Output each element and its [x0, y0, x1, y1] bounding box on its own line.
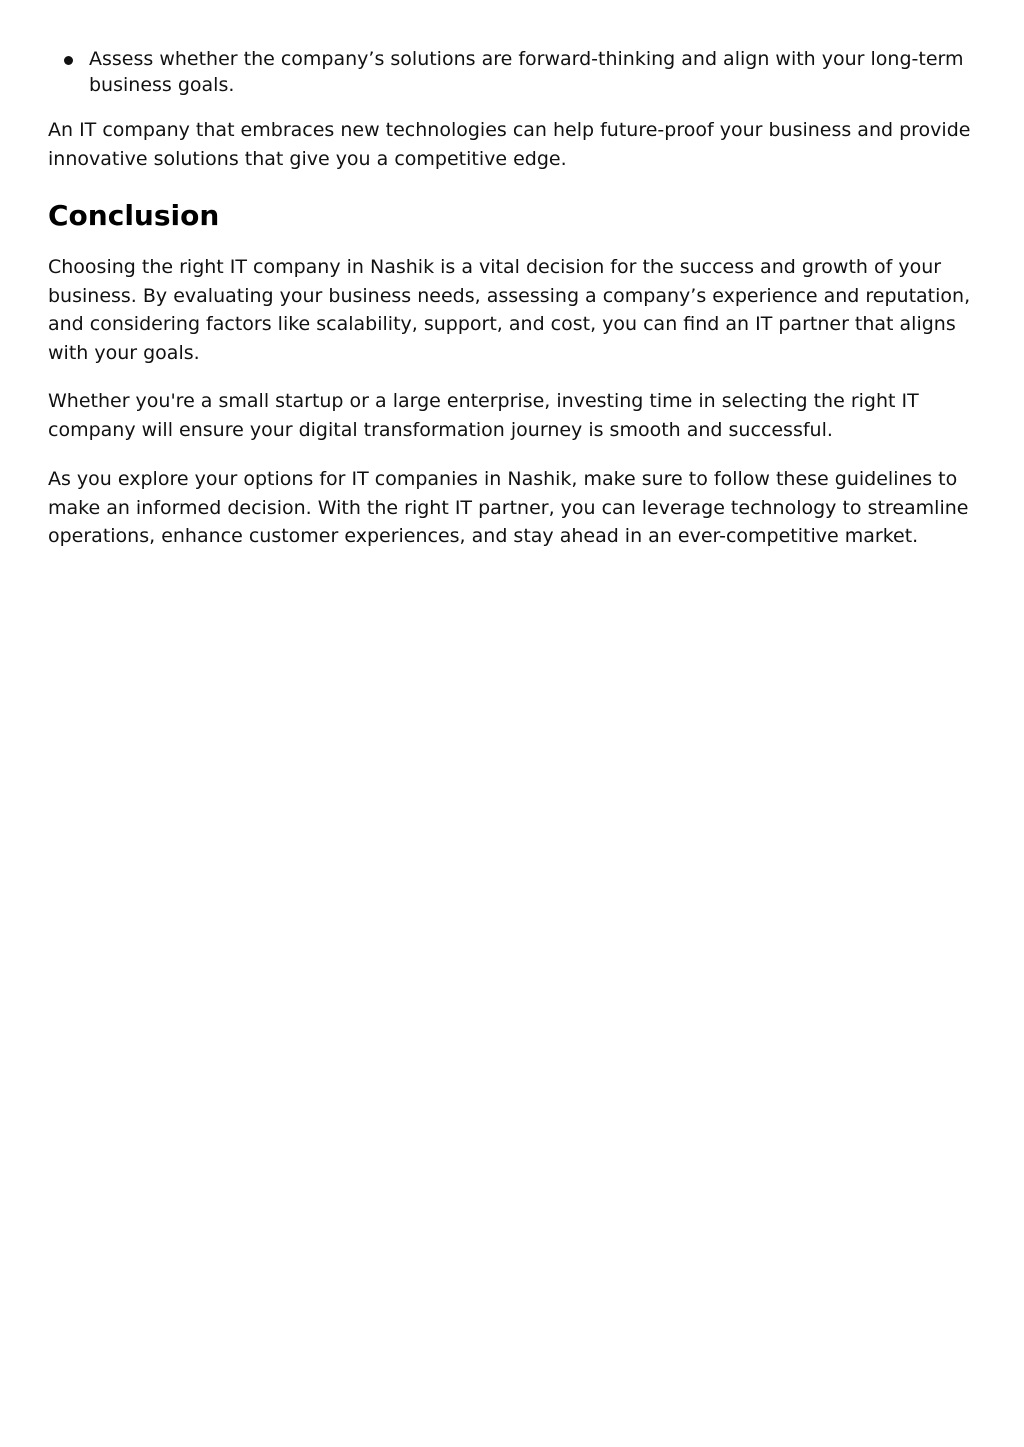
conclusion-paragraph-2: Whether you're a small startup or a large enterprise, investing time in selecting the right IT company will ensure your digital transformation journey is smooth and successful. [48, 390, 919, 441]
conclusion-paragraph-1: Choosing the right IT company in Nashik is a vital decision for the success and growth of your business. By evaluating your business needs, assessing a company’s experience and reputation, and considering factors like scalability, support, and cost, you can find an IT partner that aligns with your goals. [48, 256, 971, 364]
bullet-text: Assess whether the company’s solutions are forward-thinking and align with your long-term business goals. [89, 48, 964, 96]
bullet-list [48, 46, 972, 98]
bullet-dot-icon [64, 56, 73, 65]
intro-paragraph: An IT company that embraces new technologies can help future-proof your business and provide innovative solutions that give you a competitive edge. [48, 119, 971, 170]
bullet-item [48, 46, 972, 98]
section-heading: Conclusion [48, 199, 220, 232]
conclusion-paragraph-3: As you explore your options for IT companies in Nashik, make sure to follow these guidelines to make an informed decision. With the right IT partner, you can leverage technology to streamline operations, enhance customer experiences, and stay ahead in an ever-competitive market. [48, 468, 969, 547]
